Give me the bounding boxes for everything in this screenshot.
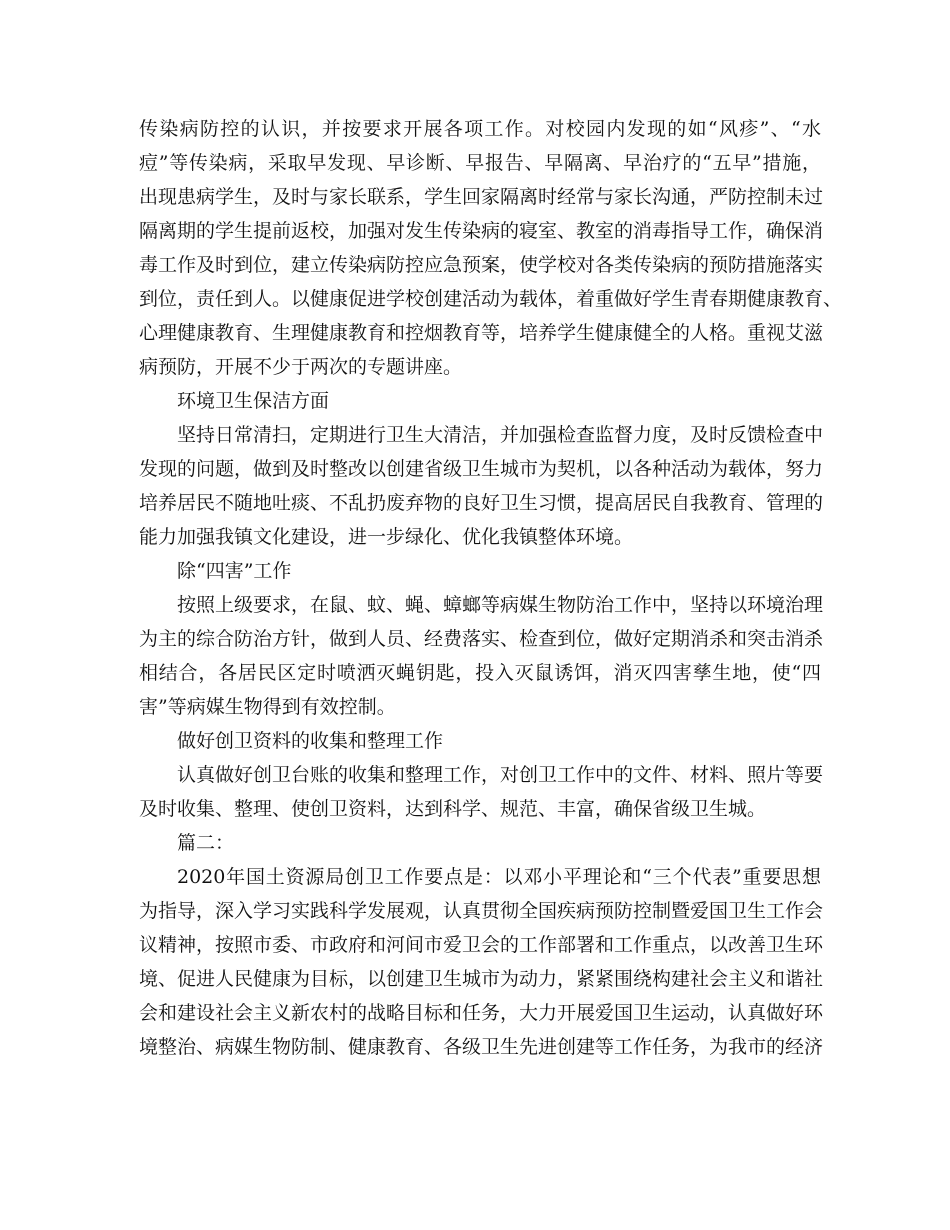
text-line: 出现患病学生，及时与家长联系，学生回家隔离时经常与家长沟通，严防控制未过 [139, 186, 824, 208]
text-line: 按照上级要求，在鼠、蚊、蝇、蟑螂等病媒生物防治工作中，坚持以环境治理 [177, 594, 824, 616]
text-line: 为主的综合防治方针，做到人员、经费落实、检查到位，做好定期消杀和突击消杀 [139, 628, 824, 650]
text-line: 坚持日常清扫，定期进行卫生大清洁，并加强检查监督力度，及时反馈检查中 [177, 424, 824, 446]
text-line: 为指导，深入学习实践科学发展观，认真贯彻全国疾病预防控制暨爱国卫生工作会 [139, 900, 824, 922]
text-line: 心理健康教育、生理健康教育和控烟教育等，培养学生健康健全的人格。重视艾滋 [139, 322, 824, 344]
text-line: 议精神，按照市委、市政府和河间市爱卫会的工作部署和工作重点，以改善卫生环 [139, 934, 824, 956]
text-line: 及时收集、整理、使创卫资料，达到科学、规范、丰富，确保省级卫生城。 [139, 798, 767, 820]
text-line: 认真做好创卫台账的收集和整理工作，对创卫工作中的文件、材料、照片等要 [177, 764, 824, 786]
text-line: 病预防，开展不少于两次的专题讲座。 [139, 356, 463, 378]
text-line: 隔离期的学生提前返校，加强对发生传染病的寝室、教室的消毒指导工作，确保消 [139, 220, 824, 242]
text-line: 痘”等传染病，采取早发现、早诊断、早报告、早隔离、早治疗的“五早”措施， [139, 152, 821, 174]
text-line: 篇二： [177, 832, 235, 854]
document-body [139, 112, 843, 1064]
text-line: 培养居民不随地吐痰、不乱扔废弃物的良好卫生习惯，提高居民自我教育、管理的 [139, 492, 824, 514]
text-line: 境整治、病媒生物防制、健康教育、各级卫生先进创建等工作任务，为我市的经济 [139, 1036, 824, 1058]
text-line: 环境卫生保洁方面 [177, 390, 330, 412]
text-line: 能力加强我镇文化建设，进一步绿化、优化我镇整体环境。 [139, 526, 634, 548]
text-line: 发现的问题，做到及时整改以创建省级卫生城市为契机，以各种活动为载体，努力 [139, 458, 824, 480]
text-line: 境、促进人民健康为目标，以创建卫生城市为动力，紧紧围绕构建社会主义和谐社 [139, 968, 824, 990]
text-line: 2020年国土资源局创卫工作要点是：以邓小平理论和“三个代表”重要思想 [177, 866, 821, 888]
text-line: 害”等病媒生物得到有效控制。 [139, 696, 396, 718]
text-line: 相结合，各居民区定时喷洒灭蝇钥匙，投入灭鼠诱饵，消灭四害孳生地，使“四 [139, 662, 821, 684]
text-line: 做好创卫资料的收集和整理工作 [177, 730, 444, 752]
text-line: 会和建设社会主义新农村的战略目标和任务，大力开展爱国卫生运动，认真做好环 [139, 1002, 824, 1024]
text-line: 到位，责任到人。以健康促进学校创建活动为载体，着重做好学生青春期健康教育、 [139, 288, 843, 310]
text-line: 除“四害”工作 [177, 560, 292, 582]
text-line: 传染病防控的认识，并按要求开展各项工作。对校园内发现的如“风疹”、“水 [139, 118, 821, 140]
text-line: 毒工作及时到位，建立传染病防控应急预案，使学校对各类传染病的预防措施落实 [139, 254, 824, 276]
